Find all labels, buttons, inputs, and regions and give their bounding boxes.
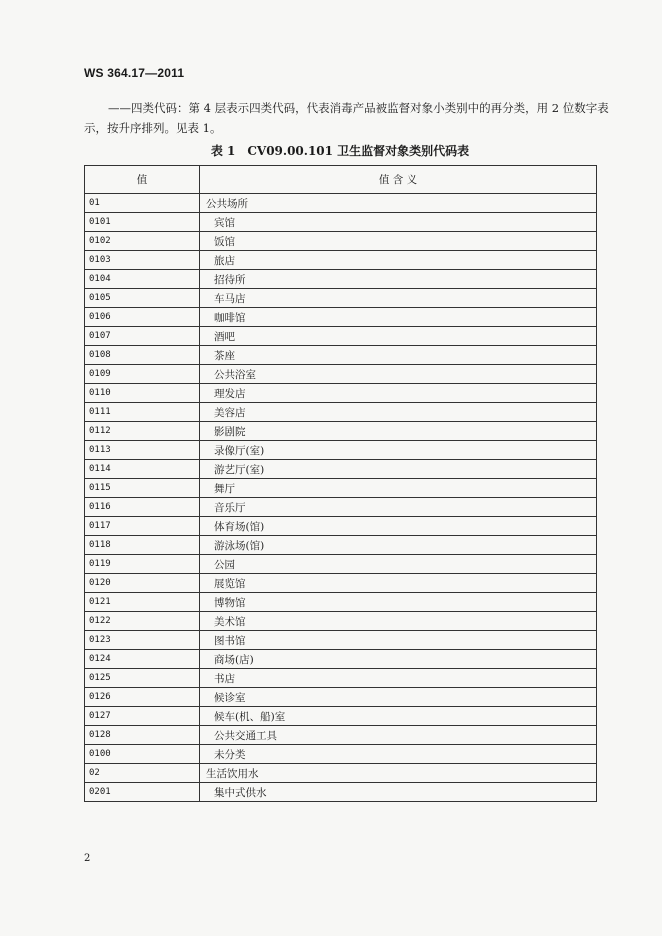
page-number: 2 [84,853,91,864]
cell-meaning: 茶座 [200,346,597,365]
table-row [85,593,597,612]
cell-code: 0126 [85,688,200,707]
table-row [85,783,597,802]
cell-code: 0108 [85,346,200,365]
cell-code: 0104 [85,270,200,289]
cell-meaning: 美容店 [200,403,597,422]
intro-line-2: 示，按升序排列。见表 1。 [84,121,222,135]
cell-code: 0107 [85,327,200,346]
table-body [85,194,597,802]
table-row [85,612,597,631]
cell-code: 02 [85,764,200,783]
standard-code: WS 364.17—2011 [84,66,185,80]
cell-code: 0201 [85,783,200,802]
cell-meaning: 公园 [200,555,597,574]
cell-meaning: 候诊室 [200,688,597,707]
cell-meaning: 影剧院 [200,422,597,441]
code-table [84,165,597,802]
table-header-row [85,166,597,194]
table-row [85,555,597,574]
cell-code: 0118 [85,536,200,555]
intro-line-1: ——四类代码：第 4 层表示四类代码，代表消毒产品被监督对象小类别中的再分类，用 2 位数字表 [108,101,609,115]
cell-meaning: 未分类 [200,745,597,764]
cell-code: 0106 [85,308,200,327]
cell-code: 0122 [85,612,200,631]
table-row [85,327,597,346]
cell-meaning: 咖啡馆 [200,308,597,327]
cell-meaning: 体育场(馆) [200,517,597,536]
table-row [85,726,597,745]
cell-meaning: 候车(机、船)室 [200,707,597,726]
cell-meaning: 博物馆 [200,593,597,612]
cell-meaning: 录像厅(室) [200,441,597,460]
table-row [85,194,597,213]
cell-code: 0115 [85,479,200,498]
cell-code: 0113 [85,441,200,460]
cell-meaning: 商场(店) [200,650,597,669]
table-row [85,764,597,783]
cell-meaning: 音乐厅 [200,498,597,517]
cell-meaning: 舞厅 [200,479,597,498]
table-row [85,517,597,536]
cell-code: 0120 [85,574,200,593]
cell-meaning: 宾馆 [200,213,597,232]
table-row [85,232,597,251]
cell-code: 0109 [85,365,200,384]
intro-paragraph [84,98,624,138]
cell-meaning: 游泳场(馆) [200,536,597,555]
table-row [85,745,597,764]
code-table-container [84,165,596,802]
cell-meaning: 美术馆 [200,612,597,631]
cell-code: 0125 [85,669,200,688]
cell-meaning: 饭馆 [200,232,597,251]
table-row [85,688,597,707]
cell-code: 0128 [85,726,200,745]
cell-meaning: 生活饮用水 [200,764,597,783]
cell-code: 0117 [85,517,200,536]
cell-code: 0100 [85,745,200,764]
table-row [85,707,597,726]
table-row [85,498,597,517]
cell-code: 0105 [85,289,200,308]
table-row [85,631,597,650]
cell-code: 0111 [85,403,200,422]
table-row [85,669,597,688]
table-row [85,308,597,327]
cell-meaning: 车马店 [200,289,597,308]
cell-code: 0127 [85,707,200,726]
table-row [85,251,597,270]
cell-code: 0124 [85,650,200,669]
table-row [85,270,597,289]
cell-code: 0110 [85,384,200,403]
table-row [85,536,597,555]
table-row [85,441,597,460]
table-row [85,650,597,669]
cell-code: 0123 [85,631,200,650]
column-header-value: 值 [85,166,200,194]
cell-meaning: 公共浴室 [200,365,597,384]
cell-meaning: 书店 [200,669,597,688]
cell-code: 0119 [85,555,200,574]
column-header-meaning: 值 含 义 [200,166,597,194]
cell-code: 0101 [85,213,200,232]
table-row [85,479,597,498]
cell-code: 01 [85,194,200,213]
cell-meaning: 游艺厅(室) [200,460,597,479]
table-row [85,422,597,441]
cell-meaning: 公共场所 [200,194,597,213]
cell-code: 0102 [85,232,200,251]
cell-code: 0112 [85,422,200,441]
table-row [85,574,597,593]
cell-code: 0103 [85,251,200,270]
table-row [85,384,597,403]
cell-meaning: 展览馆 [200,574,597,593]
table-row [85,289,597,308]
cell-code: 0114 [85,460,200,479]
cell-meaning: 旅店 [200,251,597,270]
table-row [85,460,597,479]
table-row [85,403,597,422]
cell-meaning: 公共交通工具 [200,726,597,745]
cell-meaning: 招待所 [200,270,597,289]
table-title: 表 1 CV09.00.101 卫生监督对象类别代码表 [210,144,470,158]
cell-meaning: 集中式供水 [200,783,597,802]
cell-meaning: 酒吧 [200,327,597,346]
table-row [85,213,597,232]
cell-meaning: 理发店 [200,384,597,403]
table-row [85,365,597,384]
table-row [85,346,597,365]
cell-meaning: 图书馆 [200,631,597,650]
cell-code: 0121 [85,593,200,612]
cell-code: 0116 [85,498,200,517]
